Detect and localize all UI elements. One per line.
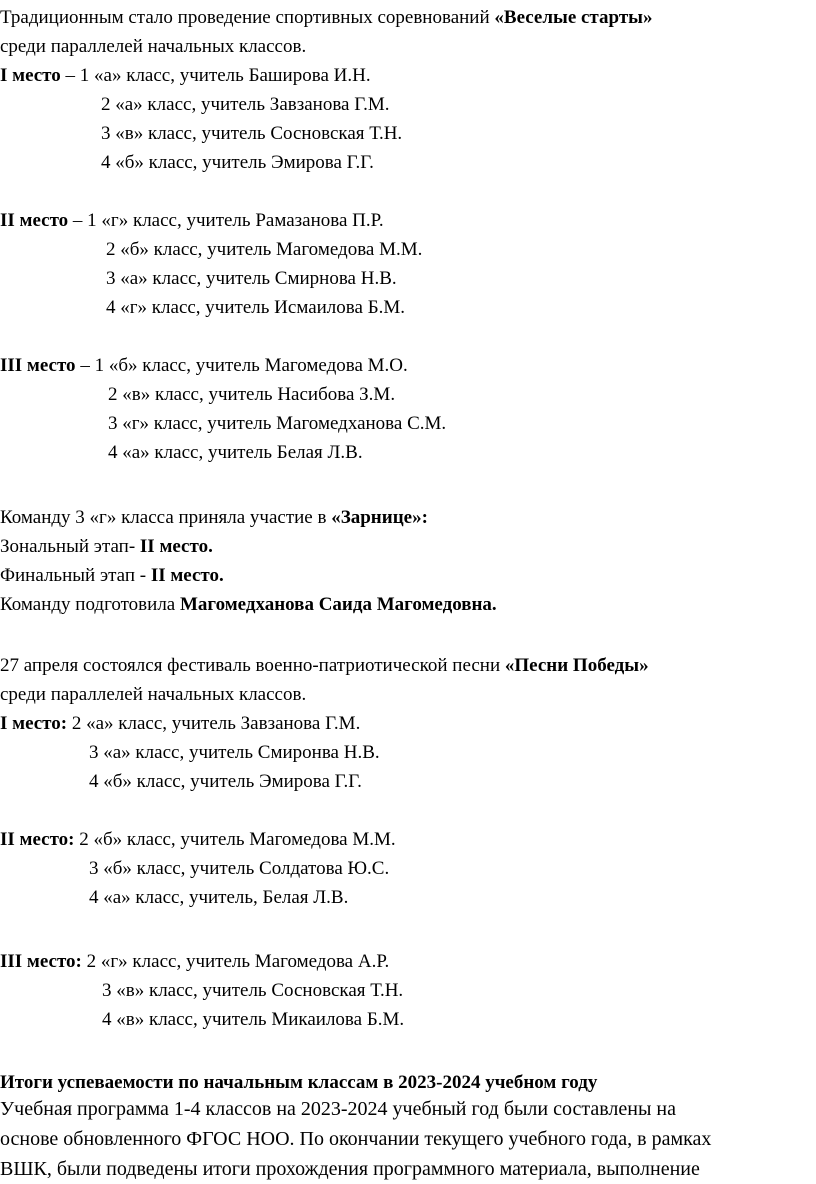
results-heading: Итоги успеваемости по начальным классам в 2023-2024 учебном году [0, 1072, 598, 1093]
final-result: II место. [150, 565, 224, 586]
class-entry: 2 «б» класс, учитель Магомедова М.М. [74, 829, 396, 850]
class-entry: 2 «в» класс, учитель Насибова З.М. [108, 384, 396, 405]
zonal-result: II место. [139, 536, 213, 557]
class-entry: 3 «в» класс, учитель Сосновская Т.Н. [102, 980, 404, 1001]
songs-place1-row [0, 709, 360, 738]
songs-intro-text: 27 апреля состоялся фестиваль военно-патриотической песни [0, 655, 505, 676]
starts-event-title: «Веселые старты» [494, 7, 653, 28]
class-entry: – 1 «а» класс, учитель Баширова И.Н. [65, 65, 371, 86]
class-entry: 2 «г» класс, учитель Магомедова А.Р. [81, 951, 390, 972]
starts-place1-row [0, 61, 371, 90]
class-entry: – 1 «б» класс, учитель Магомедова М.О. [80, 355, 408, 376]
starts-intro-line-2: среди параллелей начальных классов. [0, 36, 307, 57]
final-label: Финальный этап - [0, 565, 151, 586]
zarnitsa-intro-text: Команду 3 «г» класса приняла участие в [0, 507, 332, 528]
class-entry: 4 «а» класс, учитель Белая Л.В. [108, 442, 363, 463]
place-label: III место: [0, 951, 82, 972]
class-entry: 3 «г» класс, учитель Магомедханова С.М. [108, 413, 447, 434]
results-para-line: основе обновленного ФГОС НОО. По окончании текущего учебного года, в рамках [0, 1128, 712, 1150]
class-entry: 3 «а» класс, учитель Смирнова Н.В. [106, 268, 397, 289]
class-entry: 2 «б» класс, учитель Магомедова М.М. [106, 239, 423, 260]
place-label: II место: [0, 829, 75, 850]
songs-event-title: «Песни Победы» [504, 655, 649, 676]
place-label: I место [0, 65, 61, 86]
class-entry: – 1 «г» класс, учитель Рамазанова П.Р. [72, 210, 384, 231]
zarnitsa-coach-line [0, 590, 497, 619]
zarnitsa-zonal-line [0, 532, 213, 561]
class-entry: 3 «а» класс, учитель Смиронва Н.В. [89, 742, 380, 763]
place-label: III место [0, 355, 76, 376]
zarnitsa-intro-line [0, 503, 428, 532]
zarnitsa-final-line [0, 561, 224, 590]
coach-label: Команду подготовила [0, 594, 180, 615]
class-entry: 4 «г» класс, учитель Исмаилова Б.М. [106, 297, 405, 318]
class-entry: 4 «б» класс, учитель Эмирова Г.Г. [89, 771, 362, 792]
starts-intro-text: Традиционным стало проведение спортивных соревнований [0, 7, 495, 28]
zarnitsa-title: «Зарнице»: [331, 507, 428, 528]
class-entry: 3 «в» класс, учитель Сосновская Т.Н. [101, 123, 403, 144]
songs-place3-row [0, 947, 389, 976]
results-para-line: Учебная программа 1-4 классов на 2023-2024 учебный год были составлены на [0, 1098, 676, 1120]
results-para-line: ВШК, были подведены итоги прохождения программного материала, выполнение [0, 1158, 700, 1180]
songs-place2-row [0, 825, 396, 854]
starts-place3-row [0, 351, 408, 380]
starts-place2-row [0, 206, 384, 235]
place-label: II место [0, 210, 69, 231]
songs-intro-line-2: среди параллелей начальных классов. [0, 684, 307, 705]
class-entry: 2 «а» класс, учитель Завзанова Г.М. [101, 94, 390, 115]
songs-intro-line [0, 651, 649, 680]
zonal-label: Зональный этап- [0, 536, 140, 557]
starts-intro-line [0, 3, 653, 32]
class-entry: 3 «б» класс, учитель Солдатова Ю.С. [89, 858, 390, 879]
class-entry: 2 «а» класс, учитель Завзанова Г.М. [67, 713, 361, 734]
place-label: I место: [0, 713, 68, 734]
class-entry: 4 «б» класс, учитель Эмирова Г.Г. [101, 152, 374, 173]
class-entry: 4 «а» класс, учитель, Белая Л.В. [89, 887, 349, 908]
class-entry: 4 «в» класс, учитель Микаилова Б.М. [102, 1009, 405, 1030]
coach-name: Магомедханова Саида Магомедовна. [180, 594, 497, 615]
